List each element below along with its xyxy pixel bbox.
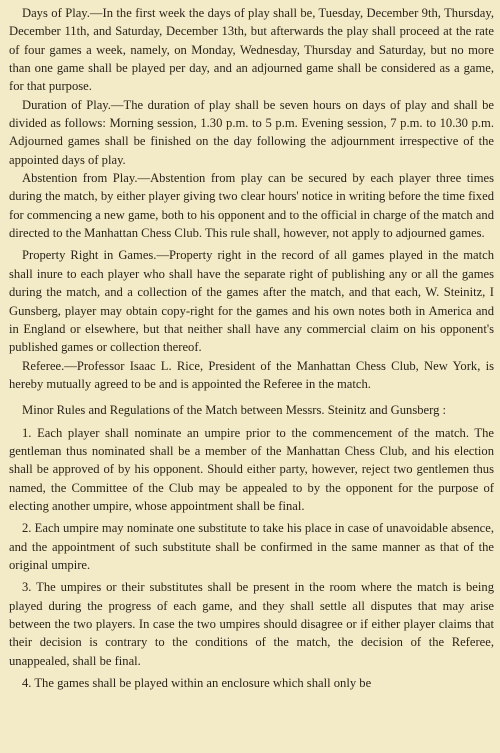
paragraph-rule-3: 3. The umpires or their substitutes shall be present in the room where the match is being played during the progress of each game, and they shall settle all disputes that may arise between the two players. In case the two umpires should disagree or if either player claims that their decision is contrary to the conditions of the match, the decision of the Referee, unappealed, shall be final. (9, 580, 494, 668)
paragraph-rule-4: 4. The games shall be played within an enclosure which shall only be (22, 676, 372, 691)
paragraph-referee: Referee.—Professor Isaac L. Rice, President of the Manhattan Chess Club, New York, is hereby mutually agreed to be and is appointed the Referee in the match. (9, 358, 494, 391)
paragraph-days-of-play: Days of Play.—In the first week the days of play shall be, Tuesday, December 9th, Thursday, December 11th, and Saturday, December 13th, but afterwards the play shall proceed at the rate of four games a week, namely, on Monday, Wednesday, Thursday and Saturday, but no more than one game shall be played per day, and an adjourned game shall be considered as a game, for that purpose. (9, 6, 494, 94)
paragraph-minor-rules-heading: Minor Rules and Regulations of the Match between Messrs. Steinitz and Gunsberg : (22, 403, 447, 418)
paragraph-duration-of-play: Duration of Play.—The duration of play shall be seven hours on days of play and shall be divided as follows: Morning session, 1.30 p.m. to 5 p.m. Evening session, 7 p.m. to 10.30 p.m. Adjourned games shall be finished on the day following the adjournment irrespective of the appointed days of play. (9, 97, 494, 167)
paragraph-property-right: Property Right in Games.—Property right in the record of all games played in the match shall inure to each player who shall have the separate right of publishing any or all the games during the match, and a collection of the games after the match, and that each, W. Steinitz, I Gunsberg, player may obtain copy-right for the games and his own notes both in America and in England or elsewhere, but that neither shall have any commercial claim on his opponent's published games or collection thereof. (9, 248, 494, 355)
paragraph-rule-1: 1. Each player shall nominate an umpire prior to the commencement of the match. The gentleman thus nominated shall be a member of the Manhattan Chess Club, and his election shall be approved of by his opponent. Should either party, however, reject two gentlemen thus named, the Committee of the Club may be appealed to by the opponent for the purpose of electing another umpire, whose appointment shall be final. (9, 425, 494, 513)
paragraph-abstention-from-play: Abstention from Play.—Abstention from play can be secured by each player three times during the match, by either player giving two clear hours' notice in writing before the time fixed for commencing a new game, both to his opponent and to the official in charge of the match and directed to the Manhattan Chess Club. This rule shall, however, not apply to adjourned games. (9, 171, 494, 241)
paragraph-rule-2: 2. Each umpire may nominate one substitute to take his place in case of unavoidable absence, and the appointment of such substitute shall be confirmed in the same manner as that of the original umpire. (9, 521, 494, 572)
